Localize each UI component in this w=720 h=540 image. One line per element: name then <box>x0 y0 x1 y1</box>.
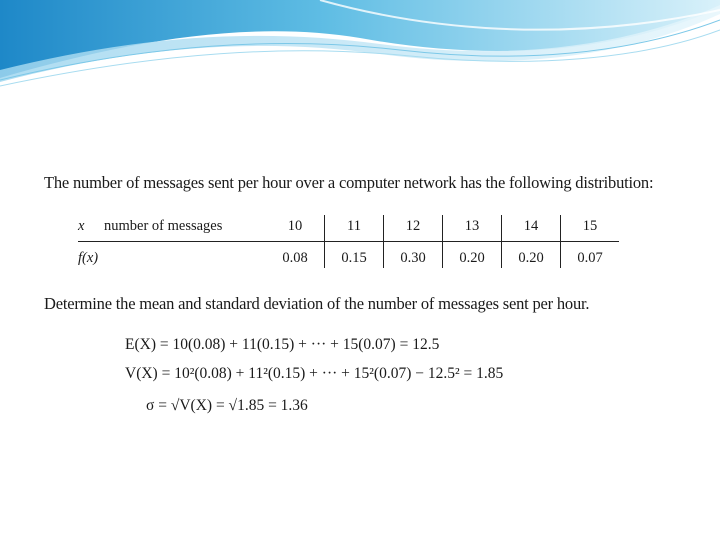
std-dev-equation: σ = √V(X) = √1.85 = 1.36 <box>146 397 308 414</box>
fx-value: 0.15 <box>325 242 384 269</box>
x-value: 13 <box>443 215 502 242</box>
fx-value: 0.07 <box>561 242 620 269</box>
table-header-row <box>78 215 619 242</box>
fx-value: 0.30 <box>384 242 443 269</box>
x-value: 15 <box>561 215 620 242</box>
x-value: 11 <box>325 215 384 242</box>
fx-value: 0.20 <box>443 242 502 269</box>
decorative-wave-banner <box>0 0 720 90</box>
x-symbol: x <box>78 215 104 242</box>
variance-equation: V(X) = 10²(0.08) + 11²(0.15) + ··· + 15²(0.07) − 12.5² = 1.85 <box>125 365 504 382</box>
fx-value: 0.20 <box>502 242 561 269</box>
mean-equation: E(X) = 10(0.08) + 11(0.15) + ··· + 15(0.07) = 12.5 <box>125 336 440 353</box>
x-label: number of messages <box>104 215 266 242</box>
x-value: 14 <box>502 215 561 242</box>
problem-intro: The number of messages sent per hour over a computer network has the following distribution: <box>44 173 654 192</box>
table-data-row <box>78 242 619 269</box>
question-text: Determine the mean and standard deviation of the number of messages sent per hour. <box>44 294 590 313</box>
fx-symbol: f(x) <box>78 249 99 266</box>
distribution-table <box>78 215 619 268</box>
problem-image <box>36 165 654 433</box>
x-value: 10 <box>266 215 325 242</box>
fx-value: 0.08 <box>282 249 308 266</box>
x-value: 12 <box>384 215 443 242</box>
